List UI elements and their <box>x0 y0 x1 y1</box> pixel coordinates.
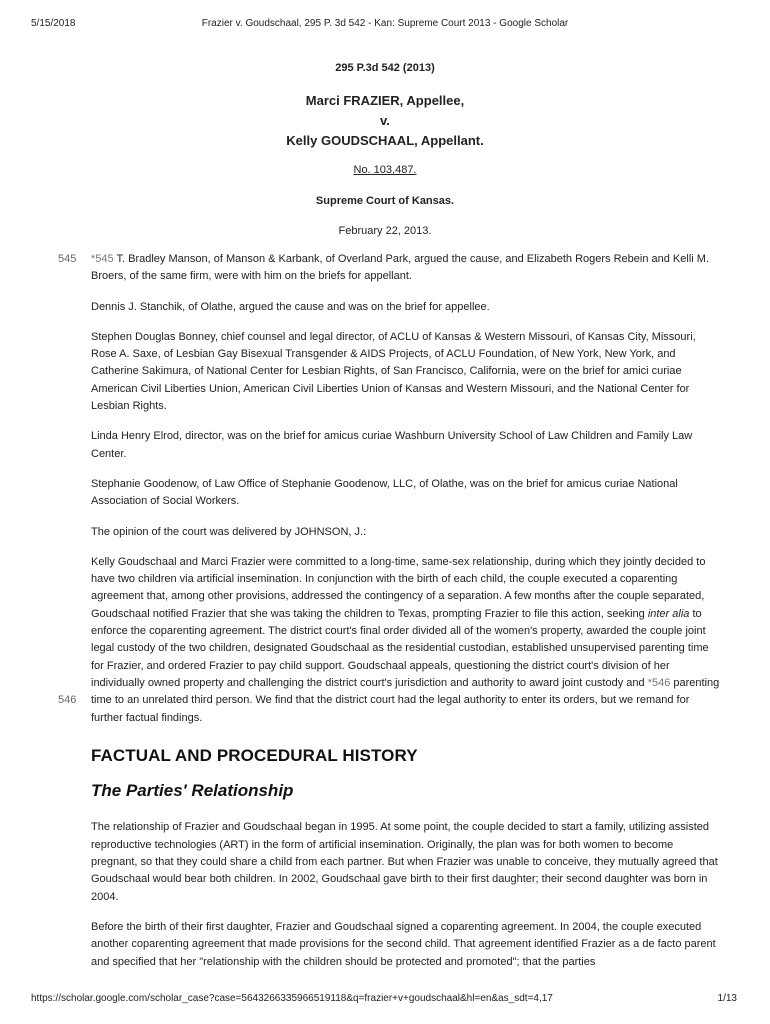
counsel-appellant-paragraph <box>58 251 721 286</box>
case-appellee: Marci FRAZIER, Appellee, <box>305 93 465 108</box>
star-page-link[interactable]: *545 <box>91 253 114 265</box>
decision-date: February 22, 2013. <box>338 225 432 237</box>
italic-term: inter alia <box>647 607 690 620</box>
relationship-paragraph: The relationship of Frazier and Goudschaal began in 1995. At some point, the couple decided to start a family, utilizing assisted reproductive technologies (ART) in the form of artificial insemination. Originally, the plan was for both women to become pregnant, so that they could share a child from each partner. But when Frazier was unable to conceive, they mutually agreed that Goudschaal would bear both children. In 2002, Goudschaal gave birth to their first daughter; their second daughter was born in 2004. <box>91 821 718 903</box>
star-page-link[interactable]: *546 <box>647 676 671 689</box>
case-versus: v. <box>380 113 390 128</box>
print-header-title: Frazier v. Goudschaal, 295 P. 3d 542 - Kan: Supreme Court 2013 - Google Scholar <box>201 18 569 29</box>
subsection-heading: The Parties' Relationship <box>91 781 294 801</box>
court-name: Supreme Court of Kansas. <box>315 195 455 207</box>
summary-paragraph <box>58 554 721 727</box>
coparenting-paragraph: Before the birth of their first daughter, Frazier and Goudschaal signed a coparenting agreement. In 2004, the couple executed another coparenting agreement that made provisions for the second child. That agreement identified Frazier as a de facto parent and specified that her "relationship with the children should be protected and promoted"; that the parties <box>91 920 716 968</box>
case-citation: 295 P.3d 542 (2013) <box>335 62 435 74</box>
page-marker: 545 <box>58 253 77 265</box>
opinion-body <box>58 251 721 984</box>
amicus-nasw-paragraph: Stephanie Goodenow, of Law Office of Stephanie Goodenow, LLC, of Olathe, was on the brief for amicus curiae National Association of Social Workers. <box>91 477 678 508</box>
paragraph-text: parenting time to an unrelated third person. We find that the district court had the legal authority to enter its orders, but we remand for further factual findings. <box>91 676 720 724</box>
print-date: 5/15/2018 <box>31 18 76 29</box>
paragraph-text: Kelly Goudschaal and Marci Frazier were committed to a long-time, same-sex relationship, during which they jointly decided to have two children via artificial insemination. In conjunction with the birth of each child, the couple executed a coparenting agreement that, among other provisions, addressed the contingency of a separation. A few months after the couple separated, Goudschaal notified Frazier that she was taking the children to Texas, prompting Frazier to file this action, seeking <box>91 555 706 620</box>
amicus-washburn-paragraph: Linda Henry Elrod, director, was on the brief for amicus curiae Washburn University School of Law Children and Family Law Center. <box>91 430 693 460</box>
docket-number <box>0 164 770 176</box>
print-footer-url: https://scholar.google.com/scholar_case?case=5643266335966519118&q=frazier+v+goudschaal&hl=en&as_sdt=4,17 <box>31 993 553 1004</box>
counsel-appellee-paragraph: Dennis J. Stanchik, of Olathe, argued the cause and was on the brief for appellee. <box>91 300 490 313</box>
opinion-author-paragraph: The opinion of the court was delivered by JOHNSON, J.: <box>91 525 367 538</box>
docket-link[interactable]: No. 103,487. <box>353 164 417 176</box>
amici-aclu-paragraph: Stephen Douglas Bonney, chief counsel and legal director, of ACLU of Kansas & Western Missouri, of Kansas City, Missouri, Rose A. Saxe, of Lesbian Gay Bisexual Transgender & AIDS Projects, of ACLU Foundation, of New York, New York, and Catherine Sakimura, of National Center for Lesbian Rights, of San Francisco, California, were on the brief for amici curiae American Civil Liberties Union, American Civil Liberties Union of Kansas and Western Missouri, and the National Center for Lesbian Rights. <box>91 330 696 413</box>
print-page-number: 1/13 <box>717 993 737 1004</box>
page-marker: 546 <box>58 693 77 706</box>
section-heading: FACTUAL AND PROCEDURAL HISTORY <box>91 745 418 765</box>
case-appellant: Kelly GOUDSCHAAL, Appellant. <box>286 133 484 148</box>
paragraph-text: T. Bradley Manson, of Manson & Karbank, of Overland Park, argued the cause, and Elizabeth Rogers Rebein and Kelli M. Broers, of the same firm, were with him on the briefs for appellant. <box>91 253 709 283</box>
paragraph-text: to enforce the coparenting agreement. The district court's final order divided all of the women's property, awarded the couple joint legal custody of the two children, designated Goudschaal as the residential custodian, established unsupervised parenting time for Frazier, and ordered Frazier to pay child support. Goudschaal appeals, questioning the district court's division of her individually owned property and challenging the district court's jurisdiction and authority to award joint custody and <box>91 607 709 689</box>
